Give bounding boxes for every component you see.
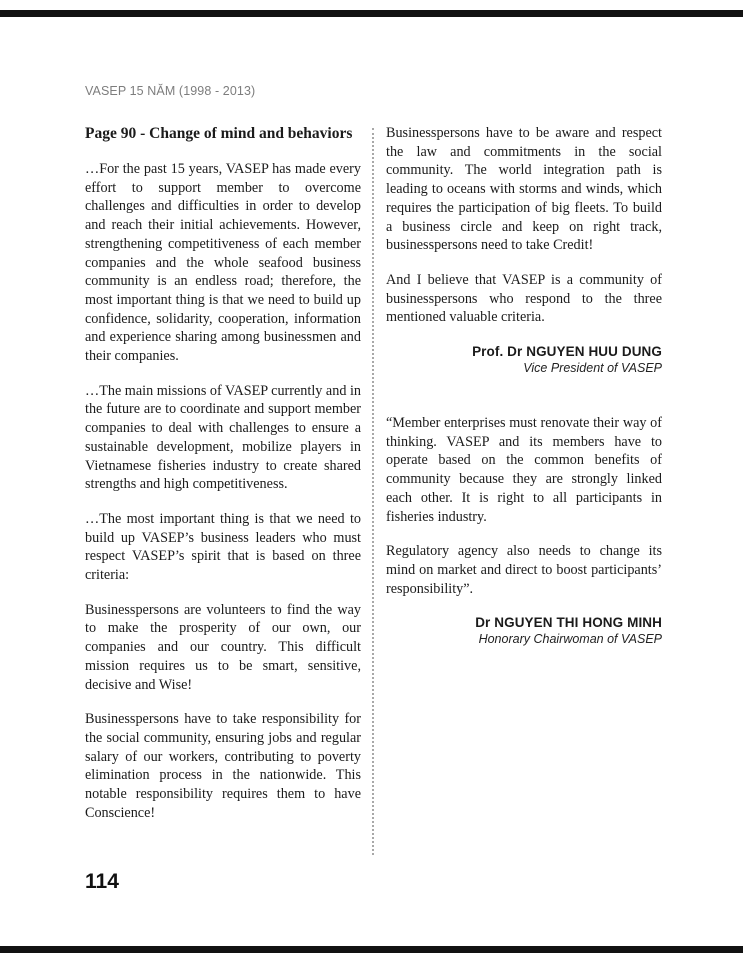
paragraph: Businesspersons are volunteers to find the way to make the prosperity of our own, our companies and our country. This difficult mission requires us to be smart, sensitive, decisive and Wise! [85,601,361,693]
paragraph: …The main missions of VASEP currently and in the future are to coordinate and support member companies to deal with challenges to ensure a sustainable development, mobilize players in Vietnamese fisheries industry to create shared strengths and high competitiveness. [85,382,361,493]
paragraph: …The most important thing is that we need to build up VASEP’s business leaders who must respect VASEP’s spirit that is based on three criteria: [85,510,361,584]
article-title: Page 90 - Change of mind and behaviors [85,125,353,142]
attribution-role: Vice President of VASEP [523,361,662,376]
page-number: 114 [85,870,119,893]
left-column [85,124,361,839]
right-column [386,124,662,685]
quote-paragraph: “Member enterprises must renovate their way of thinking. VASEP and its members have to operate based on the common benefits of community because they are strongly linked each other. It is right to all participants in fisheries industry. [386,415,662,525]
bottom-edge-bar [0,946,743,953]
column-divider [372,128,374,855]
attribution-nguyen-thi-hong-minh [386,614,662,647]
paragraph: And I believe that VASEP is a community of businesspersons who respond to the three mentioned valuable criteria. [386,271,662,326]
running-header: VASEP 15 NĂM (1998 - 2013) [85,84,256,98]
quote-paragraph: Regulatory agency also needs to change its mind on market and direct to boost participants’ responsibility”. [386,543,662,597]
attribution-name: Dr NGUYEN THI HONG MINH [475,615,662,631]
attribution-role: Honorary Chairwoman of VASEP [478,632,662,647]
paragraph: Businesspersons have to take responsibility for the social community, ensuring jobs and regular salary of our workers, contributing to poverty elimination process in the nationwide. This notable responsibility requires them to have Conscience! [85,711,361,821]
top-edge-bar [0,10,743,17]
attribution-name: Prof. Dr NGUYEN HUU DUNG [472,344,662,360]
paragraph: …For the past 15 years, VASEP has made every effort to support member to overcome challenges and difficulties in order to develop and reach their initial achievements. However, strengthening competitiveness of each member companies and the whole seafood business community is an endless road; therefore, the most important thing is that we need to build up confidence, solidarity, cooperation, information and experience sharing among businessmen and their companies. [85,161,361,365]
paragraph: Businesspersons have to be aware and respect the law and commitments in the social community. The world integration path is leading to oceans with storms and winds, which requires the participation of big fleets. To build a business circle and keep on right track, businesspersons need to take Credit! [386,125,662,254]
attribution-nguyen-huu-dung [386,343,662,376]
